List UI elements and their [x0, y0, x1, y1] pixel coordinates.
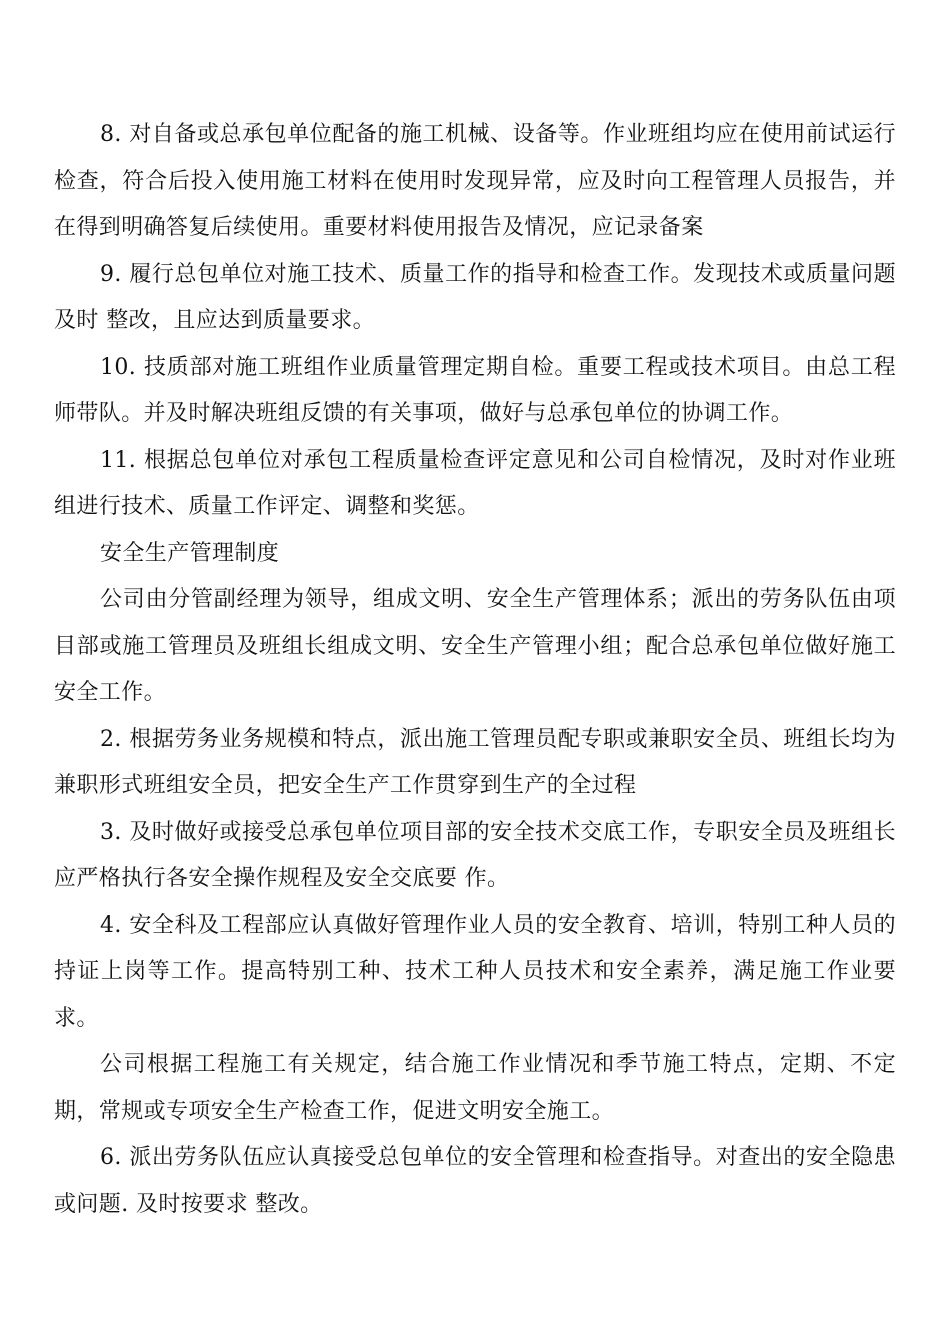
section-heading: 安全生产管理制度: [100, 540, 280, 566]
paragraph-safety-system: 公司由分管副经理为领导，组成文明、安全生产管理体系；派出的劳务队伍由项目部或施工管理员及班组长组成文明、安全生产管理小组；配合总承包单位做好施工安全工作。: [54, 587, 896, 705]
paragraph-item-3: 3. 及时做好或接受总承包单位项目部的安全技术交底工作，专职安全员及班组长应严格执行各安全操作规程及安全交底要 作。: [54, 819, 896, 891]
paragraph-item-8: 8. 对自备或总承包单位配备的施工机械、设备等。作业班组均应在使用前试运行检查，符合后投入使用施工材料在使用时发现异常，应及时向工程管理人员报告，并在得到明确答复后续使用。重要材料使用报告及情况，应记录备案: [54, 122, 896, 240]
paragraph-item-11: 11. 根据总包单位对承包工程质量检查评定意见和公司自检情况，及时对作业班组进行技术、质量工作评定、调整和奖惩。: [54, 447, 896, 519]
paragraph-safety-inspection: 公司根据工程施工有关规定，结合施工作业情况和季节施工特点，定期、不定期，常规或专项安全生产检查工作，促进文明安全施工。: [54, 1052, 896, 1124]
document-body: [54, 112, 896, 1228]
paragraph-item-4: 4. 安全科及工程部应认真做好管理作业人员的安全教育、培训，特别工种人员的持证上岗等工作。提高特别工种、技术工种人员技术和安全素养，满足施工作业要求。: [54, 912, 896, 1031]
paragraph-item-9: 9. 履行总包单位对施工技术、质量工作的指导和检查工作。发现技术或质量问题及时 整改，且应达到质量要求。: [54, 261, 896, 333]
paragraph-item-10: 10. 技质部对施工班组作业质量管理定期自检。重要工程或技术项目。由总工程师带队。并及时解决班组反馈的有关事项，做好与总承包单位的协调工作。: [54, 354, 896, 426]
paragraph-item-6: 6. 派出劳务队伍应认真接受总包单位的安全管理和检查指导。对查出的安全隐患或问题. 及时按要求 整改。: [54, 1145, 896, 1217]
paragraph-item-2: 2. 根据劳务业务规模和特点，派出施工管理员配专职或兼职安全员、班组长均为兼职形式班组安全员，把安全生产工作贯穿到生产的全过程: [54, 726, 896, 798]
